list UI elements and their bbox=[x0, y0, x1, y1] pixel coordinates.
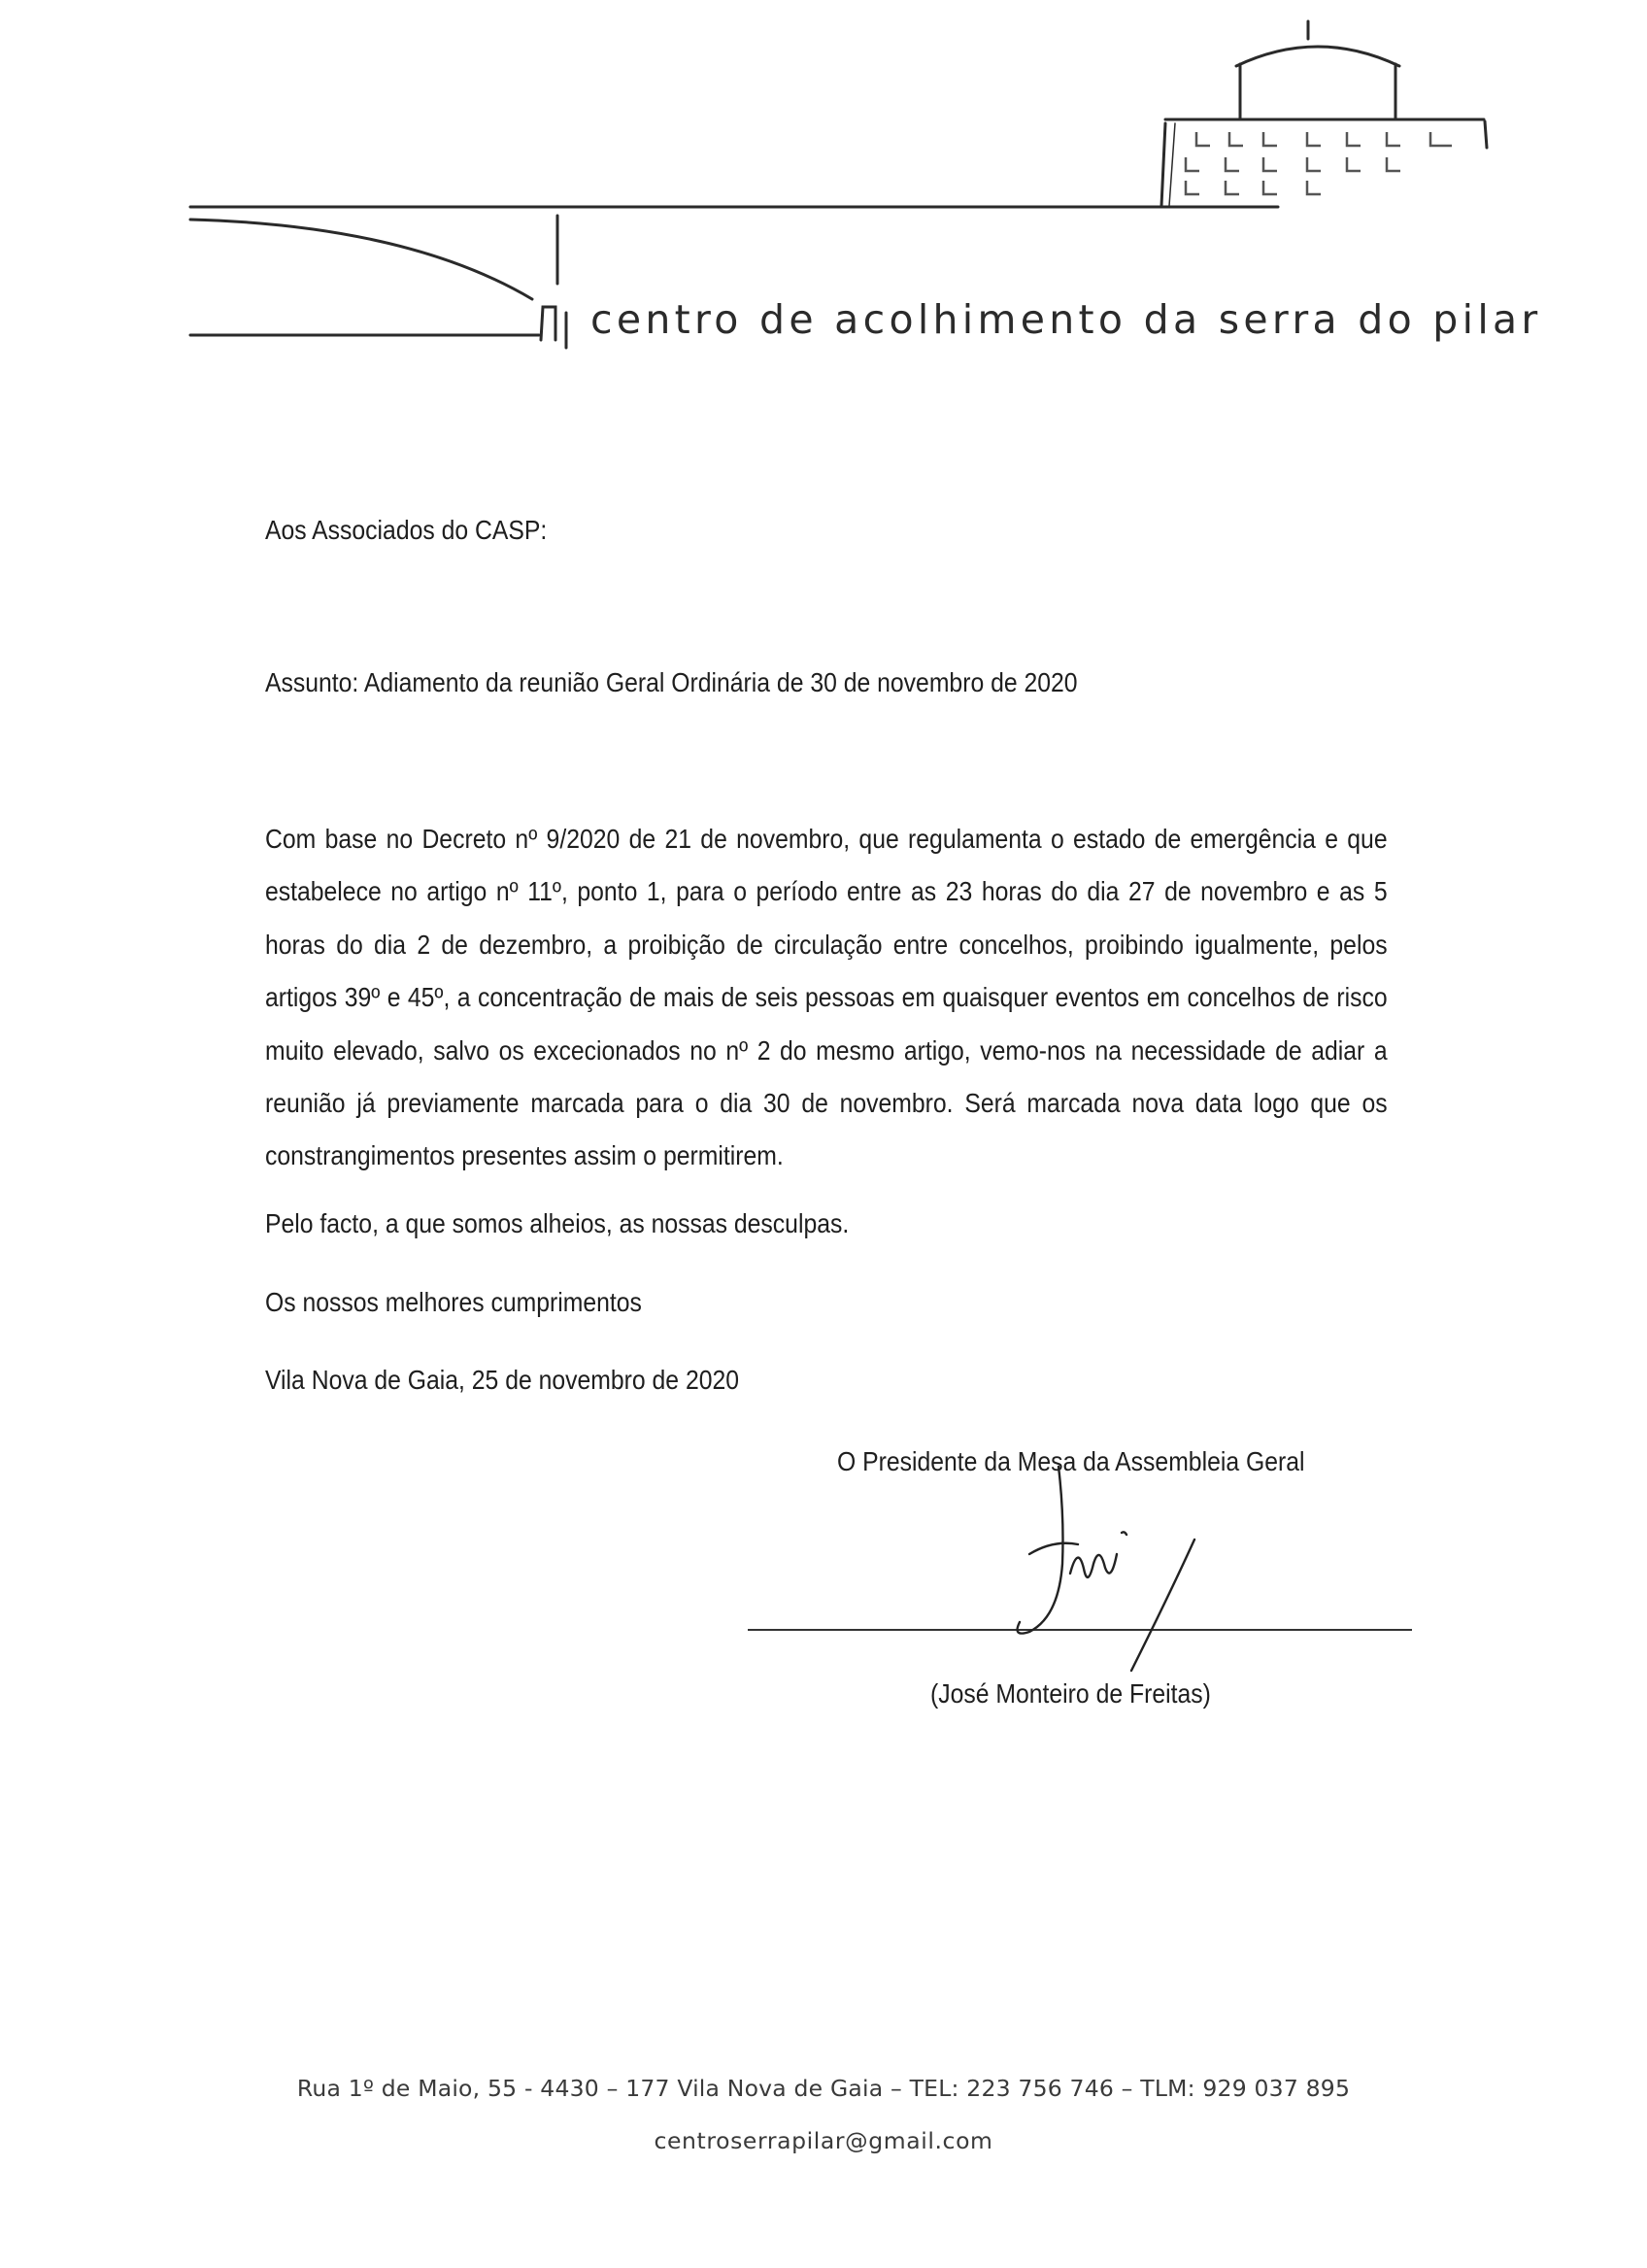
signatory-role: O Presidente da Mesa da Assembleia Geral bbox=[837, 1446, 1305, 1476]
footer-email: centroserrapilar@gmail.com bbox=[654, 2127, 993, 2154]
letter-subject: Assunto: Adiamento da reunião Geral Ordinária de 30 de novembro de 2020 bbox=[265, 667, 1078, 697]
organization-name: centro de acolhimento da serra do pilar bbox=[590, 296, 1542, 343]
letter-recipient: Aos Associados do CASP: bbox=[265, 515, 548, 545]
letter-apology: Pelo facto, a que somos alheios, as nossas desculpas. bbox=[265, 1208, 850, 1238]
letter-body-paragraph: Com base no Decreto nº 9/2020 de 21 de novembro, que regulamenta o estado de emergência e que estabelece no artigo nº 11º, ponto 1, para o período entre as 23 horas do dia 27 de novembro e as 5 horas do dia 2 de dezembro, a proibição de circulação entre concelhos, proibindo igualmente, pelos artigos 39º e 45º, a concentração de mais de seis pessoas em quaisquer eventos em concelhos de risco muito elevado, salvo os excecionados no nº 2 do mesmo artigo, vemo-nos na necessidade de adiar a reunião já previamente marcada para o dia 30 de novembro. Será marcada nova data logo que os constrangimentos presentes assim o permitirem. bbox=[265, 824, 1388, 1171]
footer-address: Rua 1º de Maio, 55 - 4430 – 177 Vila Nova de Gaia – TEL: 223 756 746 – TLM: 929 037 895 bbox=[296, 2075, 1351, 2102]
handwritten-signature bbox=[738, 1447, 1418, 1680]
letter-greeting: Os nossos melhores cumprimentos bbox=[265, 1287, 642, 1317]
signatory-name: (José Monteiro de Freitas) bbox=[930, 1678, 1211, 1709]
letter-place-date: Vila Nova de Gaia, 25 de novembro de 2020 bbox=[265, 1365, 740, 1395]
